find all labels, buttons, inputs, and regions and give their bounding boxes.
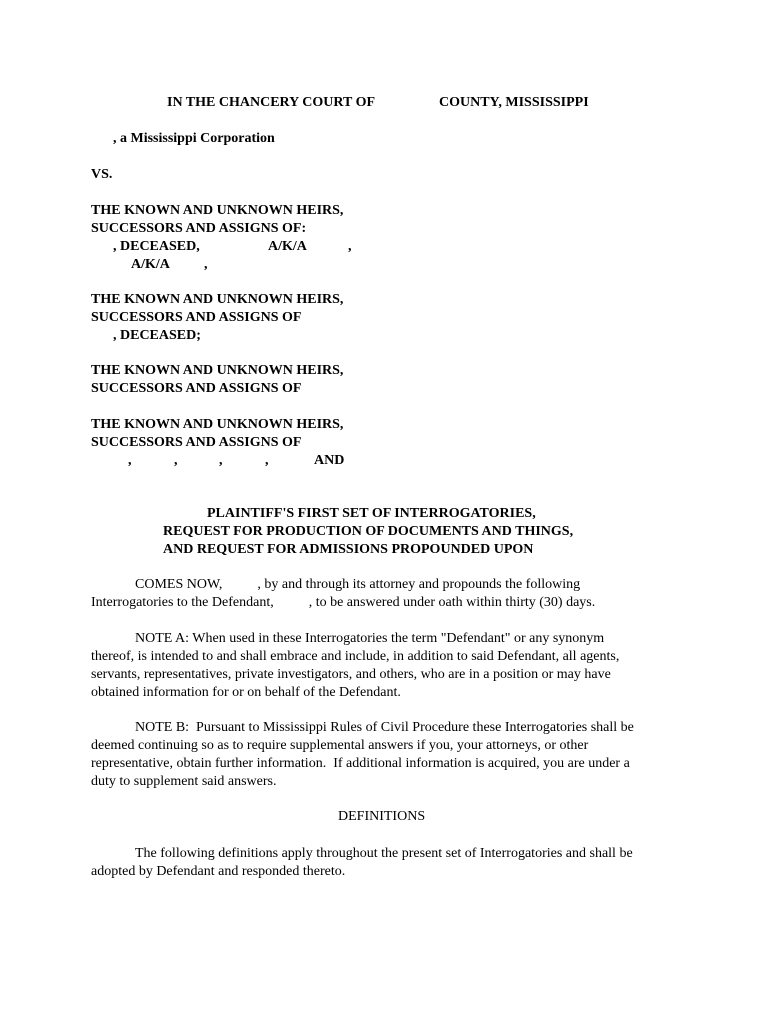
note-a-line-1: NOTE A: When used in these Interrogatories the term "Defendant" or any synonym bbox=[135, 631, 605, 646]
defendant-group-4-line-2: SUCCESSORS AND ASSIGNS OF bbox=[91, 435, 302, 450]
defendant-group-1-line-2: SUCCESSORS AND ASSIGNS OF: bbox=[91, 221, 307, 236]
definitions-heading: DEFINITIONS bbox=[338, 809, 426, 824]
defendant-group-4-comma-4: , bbox=[265, 453, 269, 468]
defendant-group-4-comma-3: , bbox=[219, 453, 223, 468]
note-b-line-3: representative, obtain further information. If additional information is acquired, you are under a bbox=[91, 756, 630, 771]
defendant-group-1-comma-2: , bbox=[204, 257, 208, 272]
note-b-line-1: NOTE B: Pursuant to Mississippi Rules of Civil Procedure these Interrogatories shall be bbox=[135, 720, 634, 735]
comes-now-line-1: COMES NOW, , by and through its attorney and propounds the following bbox=[135, 577, 581, 592]
definitions-intro-line-1: The following definitions apply throughout the present set of Interrogatories and shall be bbox=[135, 846, 633, 861]
defendant-group-1-aka-1: A/K/A bbox=[268, 239, 307, 254]
county-name: COUNTY, MISSISSIPPI bbox=[439, 95, 589, 110]
defendant-group-3-line-2: SUCCESSORS AND ASSIGNS OF bbox=[91, 381, 302, 396]
document-title-line-2: REQUEST FOR PRODUCTION OF DOCUMENTS AND THINGS, bbox=[163, 524, 574, 539]
plaintiff-line: , a Mississippi Corporation bbox=[113, 131, 275, 146]
note-a-line-3: servants, representatives, private investigators, and others, who are in a position or may have bbox=[91, 667, 611, 682]
document-title-line-1: PLAINTIFF'S FIRST SET OF INTERROGATORIES, bbox=[207, 506, 536, 521]
defendant-group-1-aka-2: A/K/A bbox=[131, 257, 170, 272]
court-name: IN THE CHANCERY COURT OF bbox=[167, 95, 376, 110]
note-b-line-2: deemed continuing so as to require supplemental answers if you, your attorneys, or other bbox=[91, 738, 589, 753]
defendant-group-1-comma-1: , bbox=[348, 239, 352, 254]
defendant-group-4-comma-1: , bbox=[128, 453, 132, 468]
defendant-group-4-and: AND bbox=[314, 453, 345, 468]
note-a-line-2: thereof, is intended to and shall embrace and include, in addition to said Defendant, all agents, bbox=[91, 649, 620, 664]
comes-now-line-2: Interrogatories to the Defendant, , to be answered under oath within thirty (30) days. bbox=[91, 595, 596, 610]
defendant-group-2-deceased: , DECEASED; bbox=[113, 328, 201, 343]
defendant-group-1-line-1: THE KNOWN AND UNKNOWN HEIRS, bbox=[91, 203, 344, 218]
versus-label: VS. bbox=[91, 167, 113, 182]
defendant-group-3-line-1: THE KNOWN AND UNKNOWN HEIRS, bbox=[91, 363, 344, 378]
defendant-group-4-comma-2: , bbox=[174, 453, 178, 468]
defendant-group-2-line-1: THE KNOWN AND UNKNOWN HEIRS, bbox=[91, 292, 344, 307]
defendant-group-2-line-2: SUCCESSORS AND ASSIGNS OF bbox=[91, 310, 302, 325]
note-b-line-4: duty to supplement said answers. bbox=[91, 774, 277, 789]
document-title-line-3: AND REQUEST FOR ADMISSIONS PROPOUNDED UPON bbox=[163, 542, 534, 557]
defendant-group-1-deceased: , DECEASED, bbox=[113, 239, 200, 254]
definitions-intro-line-2: adopted by Defendant and responded thereto. bbox=[91, 864, 346, 879]
note-a-line-4: obtained information for or on behalf of the Defendant. bbox=[91, 685, 401, 700]
defendant-group-4-line-1: THE KNOWN AND UNKNOWN HEIRS, bbox=[91, 417, 344, 432]
